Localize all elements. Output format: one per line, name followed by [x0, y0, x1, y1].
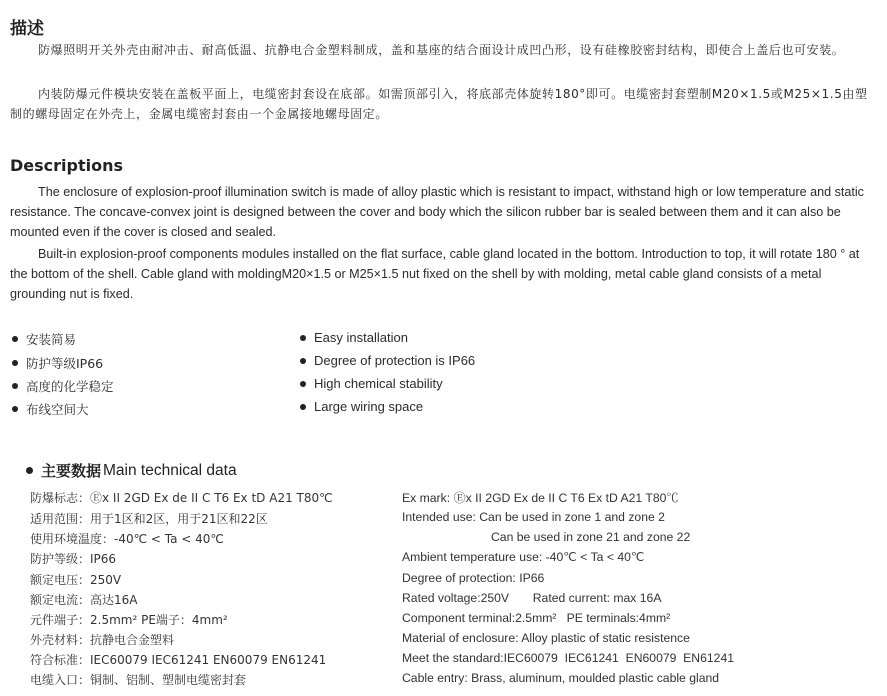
- bullet-icon: [300, 358, 306, 364]
- feature-item-en: [300, 353, 475, 368]
- feature-item-cn: [12, 330, 76, 348]
- tech-row-cn: 元件端子：2.5mm² PE端子：4mm²: [30, 613, 228, 627]
- feature-item-cn: [12, 354, 103, 372]
- feature-label-cn: 布线空间大: [26, 402, 89, 417]
- description-heading-cn: 描述: [10, 19, 44, 39]
- tech-data-title: [26, 460, 237, 481]
- description-para2-cn: 内装防爆元件模块安装在盖板平面上，电缆密封套设在底部。如需顶部引入，将底部壳体旋转180°即可。电缆密封套塑制M20×1.5或M25×1.5由塑制的螺母固定在外壳上，金属电缆密封套由一个金属接地螺母固定。: [10, 87, 868, 121]
- description-para1-cn: 防爆照明开关外壳由耐冲击、耐高低温、抗静电合金塑料制成，盖和基座的结合面设计成凹凸形，设有硅橡胶密封结构，即使合上盖后也可安装。: [38, 43, 845, 57]
- feature-label-en: Easy installation: [314, 330, 408, 345]
- tech-title-en: Main technical data: [103, 461, 237, 479]
- tech-row-en: Degree of protection: IP66: [402, 571, 545, 585]
- tech-row-en: Ambient temperature use: -40℃ < Ta < 40℃: [402, 550, 645, 564]
- bullet-icon: [12, 383, 18, 389]
- tech-row-cn: 防爆标志：Ⓔx II 2GD Ex de II C T6 Ex tD A21 T80℃: [30, 491, 333, 505]
- feature-item-cn: [12, 377, 114, 395]
- feature-label-en: Large wiring space: [314, 399, 424, 414]
- bullet-icon: [12, 360, 18, 366]
- bullet-icon: [12, 336, 18, 342]
- tech-row-en: Rated voltage:250V Rated current: max 16A: [402, 591, 662, 605]
- tech-row-cn: 额定电压：250V: [30, 573, 122, 587]
- feature-item-en: [300, 399, 423, 414]
- tech-row-cn: 适用范围：用于1区和2区，用于21区和22区: [30, 512, 268, 526]
- description-para1-en: The enclosure of explosion-proof illumination switch is made of alloy plastic which is resistant to impact, withstand high or low temperature and static resistance. The concave-convex joint is designed between the cover and body which the silicon rubber bar is sealed between them and it can also be mounted even if the cover is closed and sealed.: [10, 185, 864, 239]
- tech-row-cn: 外壳材料：抗静电合金塑料: [30, 633, 175, 647]
- feature-item-en: [300, 376, 443, 391]
- description-heading-en: Descriptions: [10, 156, 124, 175]
- bullet-icon: [300, 335, 306, 341]
- tech-row-cn: 额定电流：高达16A: [30, 593, 138, 607]
- feature-label-cn: 高度的化学稳定: [26, 379, 114, 394]
- tech-row-cn: 使用环境温度：-40℃ < Ta < 40℃: [30, 532, 224, 546]
- tech-row-en: Ex mark: Ⓔx II 2GD Ex de II C T6 Ex tD A21 T80℃: [402, 491, 679, 505]
- tech-row-cn: 防护等级：IP66: [30, 552, 117, 566]
- feature-item-cn: [12, 400, 89, 418]
- tech-row-en: Cable entry: Brass, aluminum, moulded plastic cable gland: [402, 671, 720, 685]
- tech-row-en: Intended use: Can be used in zone 1 and zone 2: [402, 510, 665, 524]
- description-para2-en: Built-in explosion-proof components modules installed on the flat surface, cable gland located in the bottom. Introduction to top, it will rotate 180 ° at the bottom of the shell. Cable gland with moldingM20×1.5 or M25×1.5 nut fixed on the shell by with molding, metal cable gland consists of a metal grounding nut is fixed.: [10, 247, 860, 301]
- tech-row-cn: 符合标准：IEC60079 IEC61241 EN60079 EN61241: [30, 653, 327, 667]
- feature-label-cn: 安装简易: [26, 332, 77, 347]
- tech-row-en: Can be used in zone 21 and zone 22: [491, 530, 691, 544]
- tech-row-en: Component terminal:2.5mm² PE terminals:4mm²: [402, 611, 671, 625]
- tech-title-cn: 主要数据: [41, 462, 102, 480]
- feature-label-cn: 防护等级IP66: [26, 356, 104, 371]
- bullet-icon: [300, 404, 306, 410]
- feature-label-en: Degree of protection is IP66: [314, 353, 476, 368]
- bullet-icon: [12, 406, 18, 412]
- feature-item-en: [300, 330, 408, 345]
- feature-label-en: High chemical stability: [314, 376, 443, 391]
- tech-row-en: Meet the standard:IEC60079 IEC61241 EN60079 EN61241: [402, 651, 734, 665]
- tech-row-en: Material of enclosure: Alloy plastic of static resistence: [402, 631, 690, 645]
- bullet-icon: [26, 467, 33, 474]
- tech-row-cn: 电缆入口：铜制、铝制、塑制电缆密封套: [30, 673, 247, 687]
- bullet-icon: [300, 381, 306, 387]
